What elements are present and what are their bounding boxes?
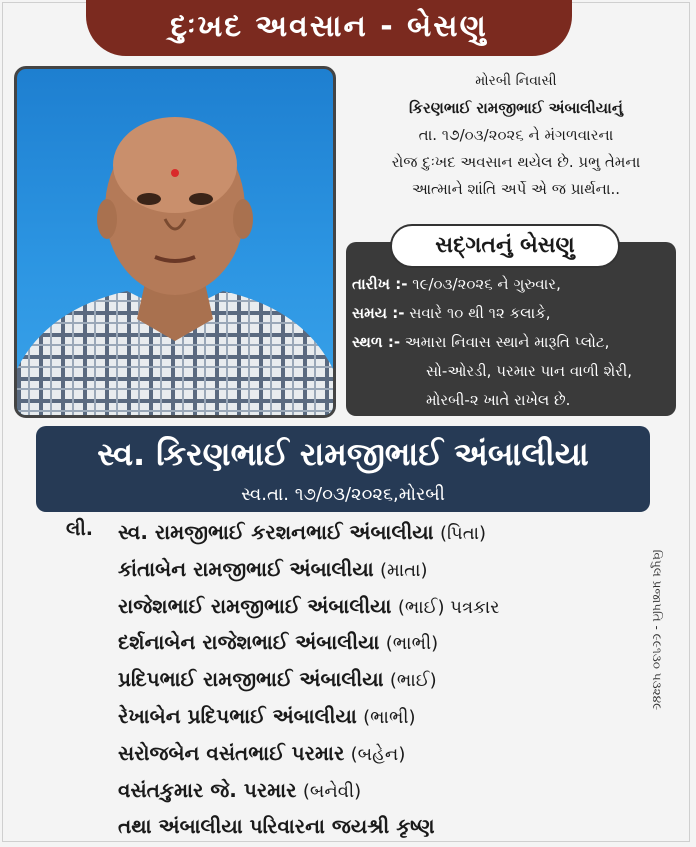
member-relation: (ભાઈ) (389, 670, 437, 692)
member-relation: (બનેવી) (302, 780, 362, 802)
date-key: તારીખ :- (352, 275, 408, 293)
member-name: પ્રદિપભાઈ રામજીભાઈ અંબાલીયા (118, 667, 384, 692)
member-name: કાંતાબેન રામજીભાઈ અંબાલીયા (118, 556, 374, 581)
list-item (118, 514, 658, 551)
member-name: તથા અંબાલીયા પરિવારના જયશ્રી કૃષ્ણ (118, 814, 435, 839)
time-row (352, 299, 668, 328)
date-row (352, 270, 668, 299)
list-item (118, 772, 658, 809)
place-row (352, 328, 668, 357)
intro-text (342, 68, 690, 203)
member-relation: (પિતા) (439, 523, 487, 544)
intro-name: કિરણભાઈ રામજીભાઈ અંબાલીયાનું (409, 99, 623, 117)
list-item (118, 808, 658, 845)
list-item (118, 624, 658, 661)
besanu-heading: સદ્ગતનું બેસણુ (390, 224, 620, 268)
deceased-date: સ્વ.તા. ૧૭/૦૩/૨૦૨૬,મોરબી (36, 482, 650, 512)
member-relation: (ભાભી) (385, 633, 439, 655)
designer-credit: વિપુલ પ્રજાપતિ - ૯૯૧૩૦ ૫૩૨૪૯ (650, 549, 664, 711)
member-name: રાજેશભાઈ રામજીભાઈ અંબાલીયા (118, 593, 392, 618)
time-value: સવારે ૧૦ થી ૧૨ કલાકે, (409, 304, 551, 322)
list-item (118, 735, 658, 772)
member-relation: (ભાઈ) પત્રકાર (397, 596, 500, 618)
place-key: સ્થળ :- (352, 333, 401, 351)
date-value: ૧૯/૦૩/૨૦૨૬ ને ગુરુવાર, (412, 275, 561, 293)
deceased-photo (14, 66, 336, 418)
portrait-illustration (17, 69, 333, 415)
list-item (118, 551, 658, 588)
residence-line: મોરબી નિવાસી (475, 73, 557, 89)
intro-line-4: રોજ દુઃખદ અવસાન થયેલ છે. પ્રભુ તેમના (391, 153, 641, 171)
member-name: રેખાબેન પ્રદિપભાઈ અંબાલીયા (118, 703, 357, 728)
member-relation: (માતા) (380, 559, 428, 581)
list-item (118, 661, 658, 698)
list-item (118, 698, 658, 735)
place-value-2: સો-ઓરડી, પરમાર પાન વાળી શેરી, (426, 362, 632, 380)
list-item (118, 588, 658, 625)
member-relation: (ભાભી) (363, 706, 416, 728)
place-value-3: મોરબી-૨ ખાતે રાખેલ છે. (426, 391, 571, 409)
deceased-name: સ્વ. કિરણભાઈ રામજીભાઈ અંબાલીયા (36, 426, 650, 482)
intro-date: તા. ૧૭/૦૩/૨૦૨૬ ને મંગળવારના (418, 126, 614, 144)
member-relation: (બહેન) (350, 743, 406, 765)
li-label: લી. (66, 518, 94, 540)
time-key: સમય :- (352, 304, 405, 322)
member-name: સ્વ. રામજીભાઈ કરશનભાઈ અંબાલીયા (118, 520, 434, 544)
member-name: સરોજબેન વસંતભાઈ પરમાર (118, 740, 345, 765)
member-name: દર્શનાબેન રાજેશભાઈ અંબાલીયા (118, 630, 380, 655)
besanu-details (346, 242, 676, 416)
intro-prayer: આત્માને શાંતિ અર્પે એ જ પ્રાર્થના.. (411, 180, 621, 198)
page-title: દુઃખદ અવસાન - બેસણુ (86, 0, 572, 56)
place-value-1: અમારા નિવાસ સ્થાને મારૂતિ પ્લોટ, (404, 333, 610, 351)
member-name: વસંતકુમાર જે. પરમાર (118, 777, 297, 802)
family-list (118, 514, 658, 845)
